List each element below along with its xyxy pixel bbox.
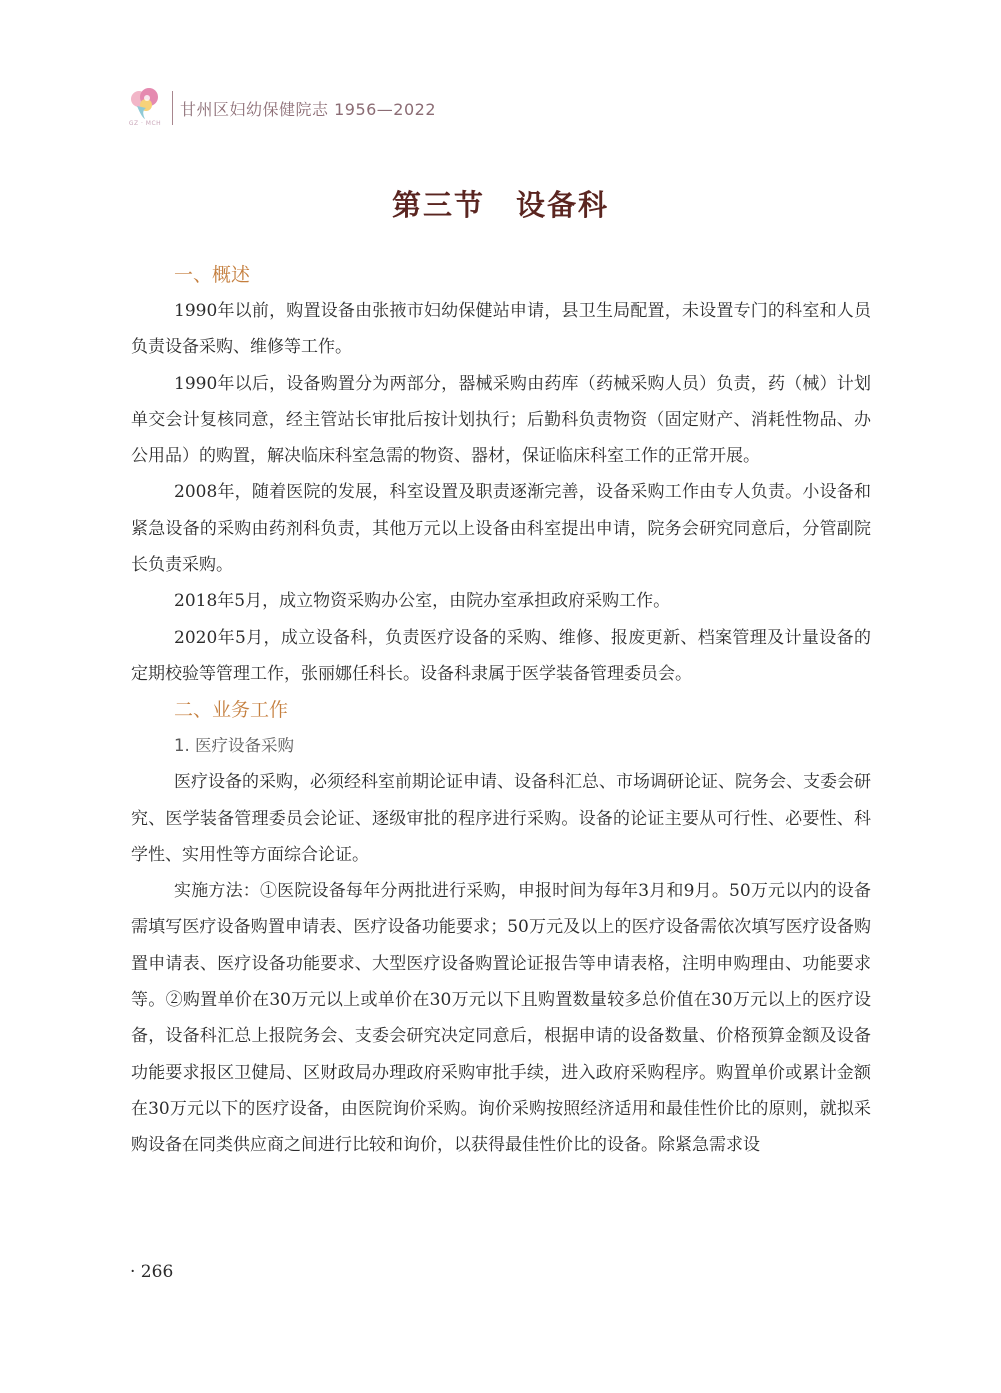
- page-number: · 266: [130, 1262, 174, 1282]
- paragraph: 实施方法：①医院设备每年分两批进行采购，申报时间为每年3月和9月。50万元以内的设备需填写医疗设备购置申请表、医疗设备功能要求；50万元及以上的医疗设备需依次填写医疗设备购置申请表、医疗设备功能要求、大型医疗设备购置论证报告等申请表格，注明申购理由、功能要求等。②购置单价在30万元以上或单价在30万元以下且购置数量较多总价值在30万元以上的医疗设备，设备科汇总上报院务会、支委会研究决定同意后，根据申请的设备数量、价格预算金额及设备功能要求报区卫健局、区财政局办理政府采购审批手续，进入政府采购程序。购置单价或累计金额在30万元以下的医疗设备，由医院询价采购。询价采购按照经济适用和最佳性价比的原则，就拟采购设备在同类供应商之间进行比较和询价，以获得最佳性价比的设备。除紧急需求设: [131, 881, 871, 1156]
- heading-overview: 一、概述: [174, 264, 251, 286]
- paragraph: 2008年，随着医院的发展，科室设置及职责逐渐完善，设备采购工作由专人负责。小设备和紧急设备的采购由药剂科负责，其他万元以上设备由科室提出申请，院务会研究同意后，分管副院长负责采购。: [131, 482, 871, 576]
- running-header: [128, 88, 436, 128]
- book-title: 甘州区妇幼保健院志 1956—2022: [180, 99, 437, 119]
- heading-business: 二、业务工作: [174, 699, 289, 722]
- paragraph: 1990年以前，购置设备由张掖市妇幼保健站申请，县卫生局配置，未设置专门的科室和人员负责设备采购、维修等工作。: [131, 301, 871, 358]
- paragraph: 医疗设备的采购，必须经科室前期论证申请、设备科汇总、市场调研论证、院务会、支委会研究、医学装备管理委员会论证、逐级审批的程序进行采购。设备的论证主要从可行性、必要性、科学性、实用性等方面综合论证。: [131, 772, 871, 865]
- logo-text: GZ · MCH: [128, 120, 162, 127]
- paragraph: 2018年5月，成立物资采购办公室，由院办室承担政府采购工作。: [174, 591, 671, 612]
- paragraph: 2020年5月，成立设备科，负责医疗设备的采购、维修、报废更新、档案管理及计量设备的定期校验等管理工作，张丽娜任科长。设备科隶属于医学装备管理委员会。: [131, 627, 871, 684]
- paragraph: 1990年以后，设备购置分为两部分，器械采购由药库（药械采购人员）负责，药（械）计划单交会计复核同意，经主管站长审批后按计划执行；后勤科负责物资（固定财产、消耗性物品、办公用品）的购置，解决临床科室急需的物资、器材，保证临床科室工作的正常开展。: [131, 373, 871, 467]
- subheading-procurement: 1. 医疗设备采购: [174, 736, 294, 756]
- header-divider: [172, 91, 173, 125]
- section-title: 第三节 设备科: [391, 188, 609, 222]
- body-content: [131, 257, 871, 1164]
- hospital-logo: [128, 86, 162, 130]
